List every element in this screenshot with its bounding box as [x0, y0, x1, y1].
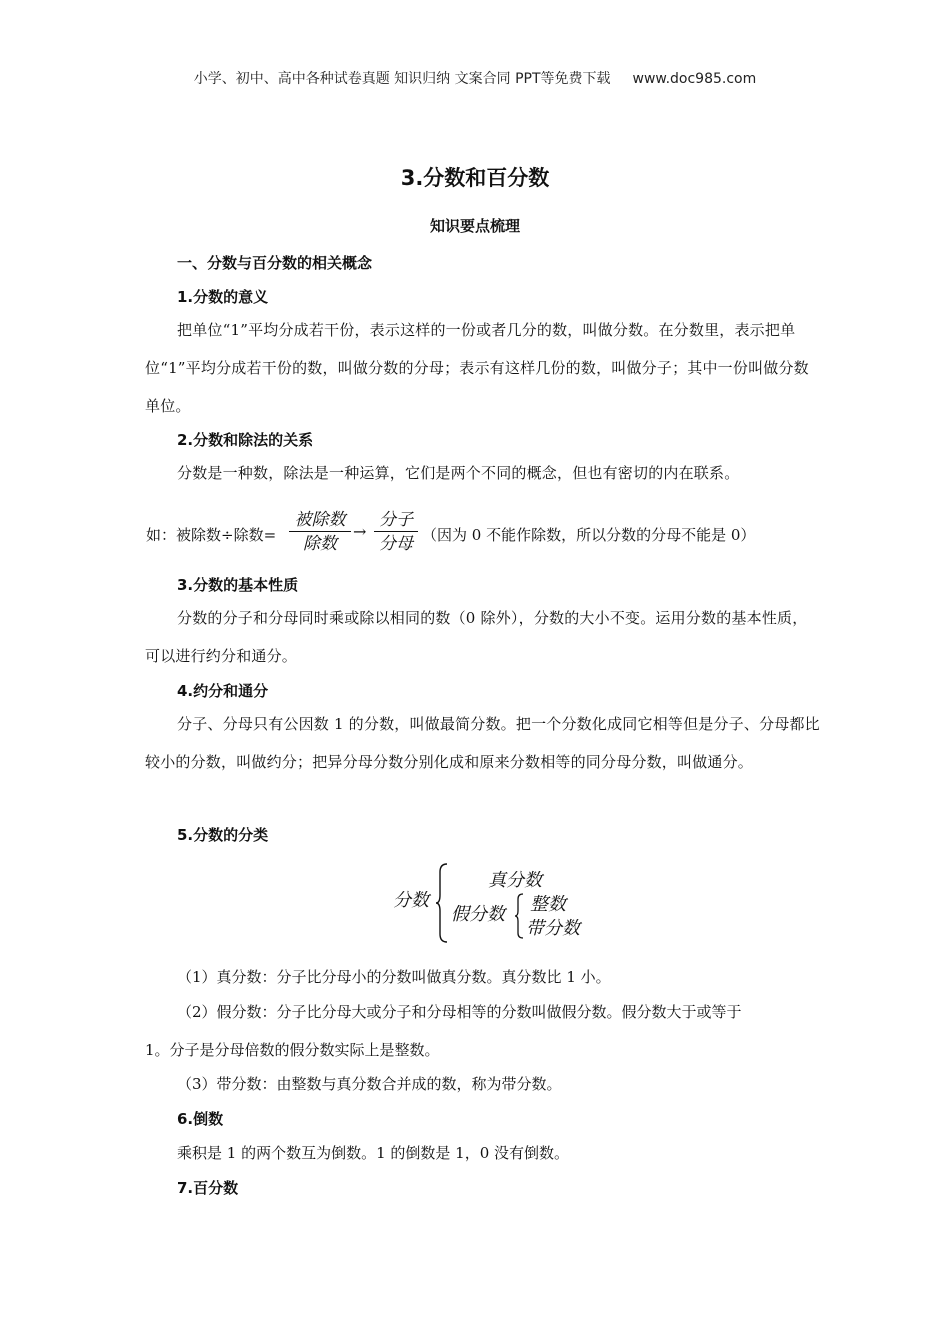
header-site-link[interactable]: www.doc985.com	[632, 71, 757, 87]
fraction-dividend-divisor	[289, 509, 351, 556]
heading-reciprocal: 6.倒数	[177, 1110, 224, 1128]
diagram-integer: 整数	[530, 894, 566, 915]
fraction-numerator: 被除数	[289, 509, 351, 532]
left-brace-icon	[435, 862, 451, 944]
page-header	[0, 68, 950, 88]
diagram-improper: 假分数	[451, 904, 505, 925]
item-improper-fraction-a: （2）假分数：分子比分母大或分子和分母相等的分数叫做假分数。假分数大于或等于	[177, 1003, 742, 1021]
page-title: 3.分数和百分数	[400, 166, 550, 190]
heading-classification: 5.分数的分类	[177, 826, 269, 844]
heading-reduce-common: 4.约分和通分	[177, 682, 269, 700]
inner-brace-icon	[514, 893, 526, 939]
heading-percentage: 7.百分数	[177, 1179, 239, 1197]
diagram-proper: 真分数	[488, 870, 542, 891]
fraction-denominator: 分母	[379, 534, 413, 554]
para-reciprocal: 乘积是 1 的两个数互为倒数。1 的倒数是 1，0 没有倒数。	[177, 1144, 570, 1162]
item-proper-fraction: （1）真分数：分子比分母小的分数叫做真分数。真分数比 1 小。	[177, 968, 611, 986]
fraction-numerator-denominator	[374, 509, 418, 556]
page-subtitle: 知识要点梳理	[429, 217, 520, 235]
item-mixed-number: （3）带分数：由整数与真分数合并成的数，称为带分数。	[177, 1075, 562, 1093]
fraction-denominator: 除数	[303, 534, 337, 554]
para-basic-property: 分数的分子和分母同时乘或除以相同的数（0 除外），分数的大小不变。运用分数的基本性质，可以进行约分和通分。	[145, 609, 808, 665]
para-fraction-meaning: 把单位“1”平均分成若干份，表示这样的一份或者几分的数，叫做分数。在分数里，表示把单位“1”平均分成若干份的数，叫做分数的分母；表示有这样几份的数，叫做分子；其中一份叫做分数单位。	[145, 321, 809, 415]
header-text: 小学、初中、高中各种试卷真题 知识归纳 文案合同 PPT等免费下载	[193, 71, 611, 87]
heading-fraction-meaning: 1.分数的意义	[177, 288, 269, 306]
para-reduce-common: 分子、分母只有公因数 1 的分数，叫做最简分数。把一个分数化成同它相等但是分子、分母都比较小的分数，叫做约分；把异分母分数分别化成和原来分数相等的同分母分数，叫做通分。	[145, 715, 820, 771]
arrow-icon: →	[353, 522, 367, 541]
diagram-root: 分数	[393, 890, 429, 911]
heading-fraction-division: 2.分数和除法的关系	[177, 431, 314, 449]
example-note: （因为 0 不能作除数，所以分数的分母不能是 0）	[422, 526, 756, 544]
section-heading-concepts: 一、分数与百分数的相关概念	[177, 254, 373, 272]
diagram-mixed: 带分数	[526, 918, 580, 939]
classification-diagram	[385, 862, 615, 944]
item-improper-fraction-b: 1。分子是分母倍数的假分数实际上是整数。	[145, 1041, 440, 1059]
heading-basic-property: 3.分数的基本性质	[177, 576, 299, 594]
para-fraction-division: 分数是一种数，除法是一种运算，它们是两个不同的概念，但也有密切的内在联系。	[177, 464, 740, 482]
fraction-numerator: 分子	[374, 509, 418, 532]
example-prefix: 如：被除数÷除数=	[146, 526, 277, 544]
